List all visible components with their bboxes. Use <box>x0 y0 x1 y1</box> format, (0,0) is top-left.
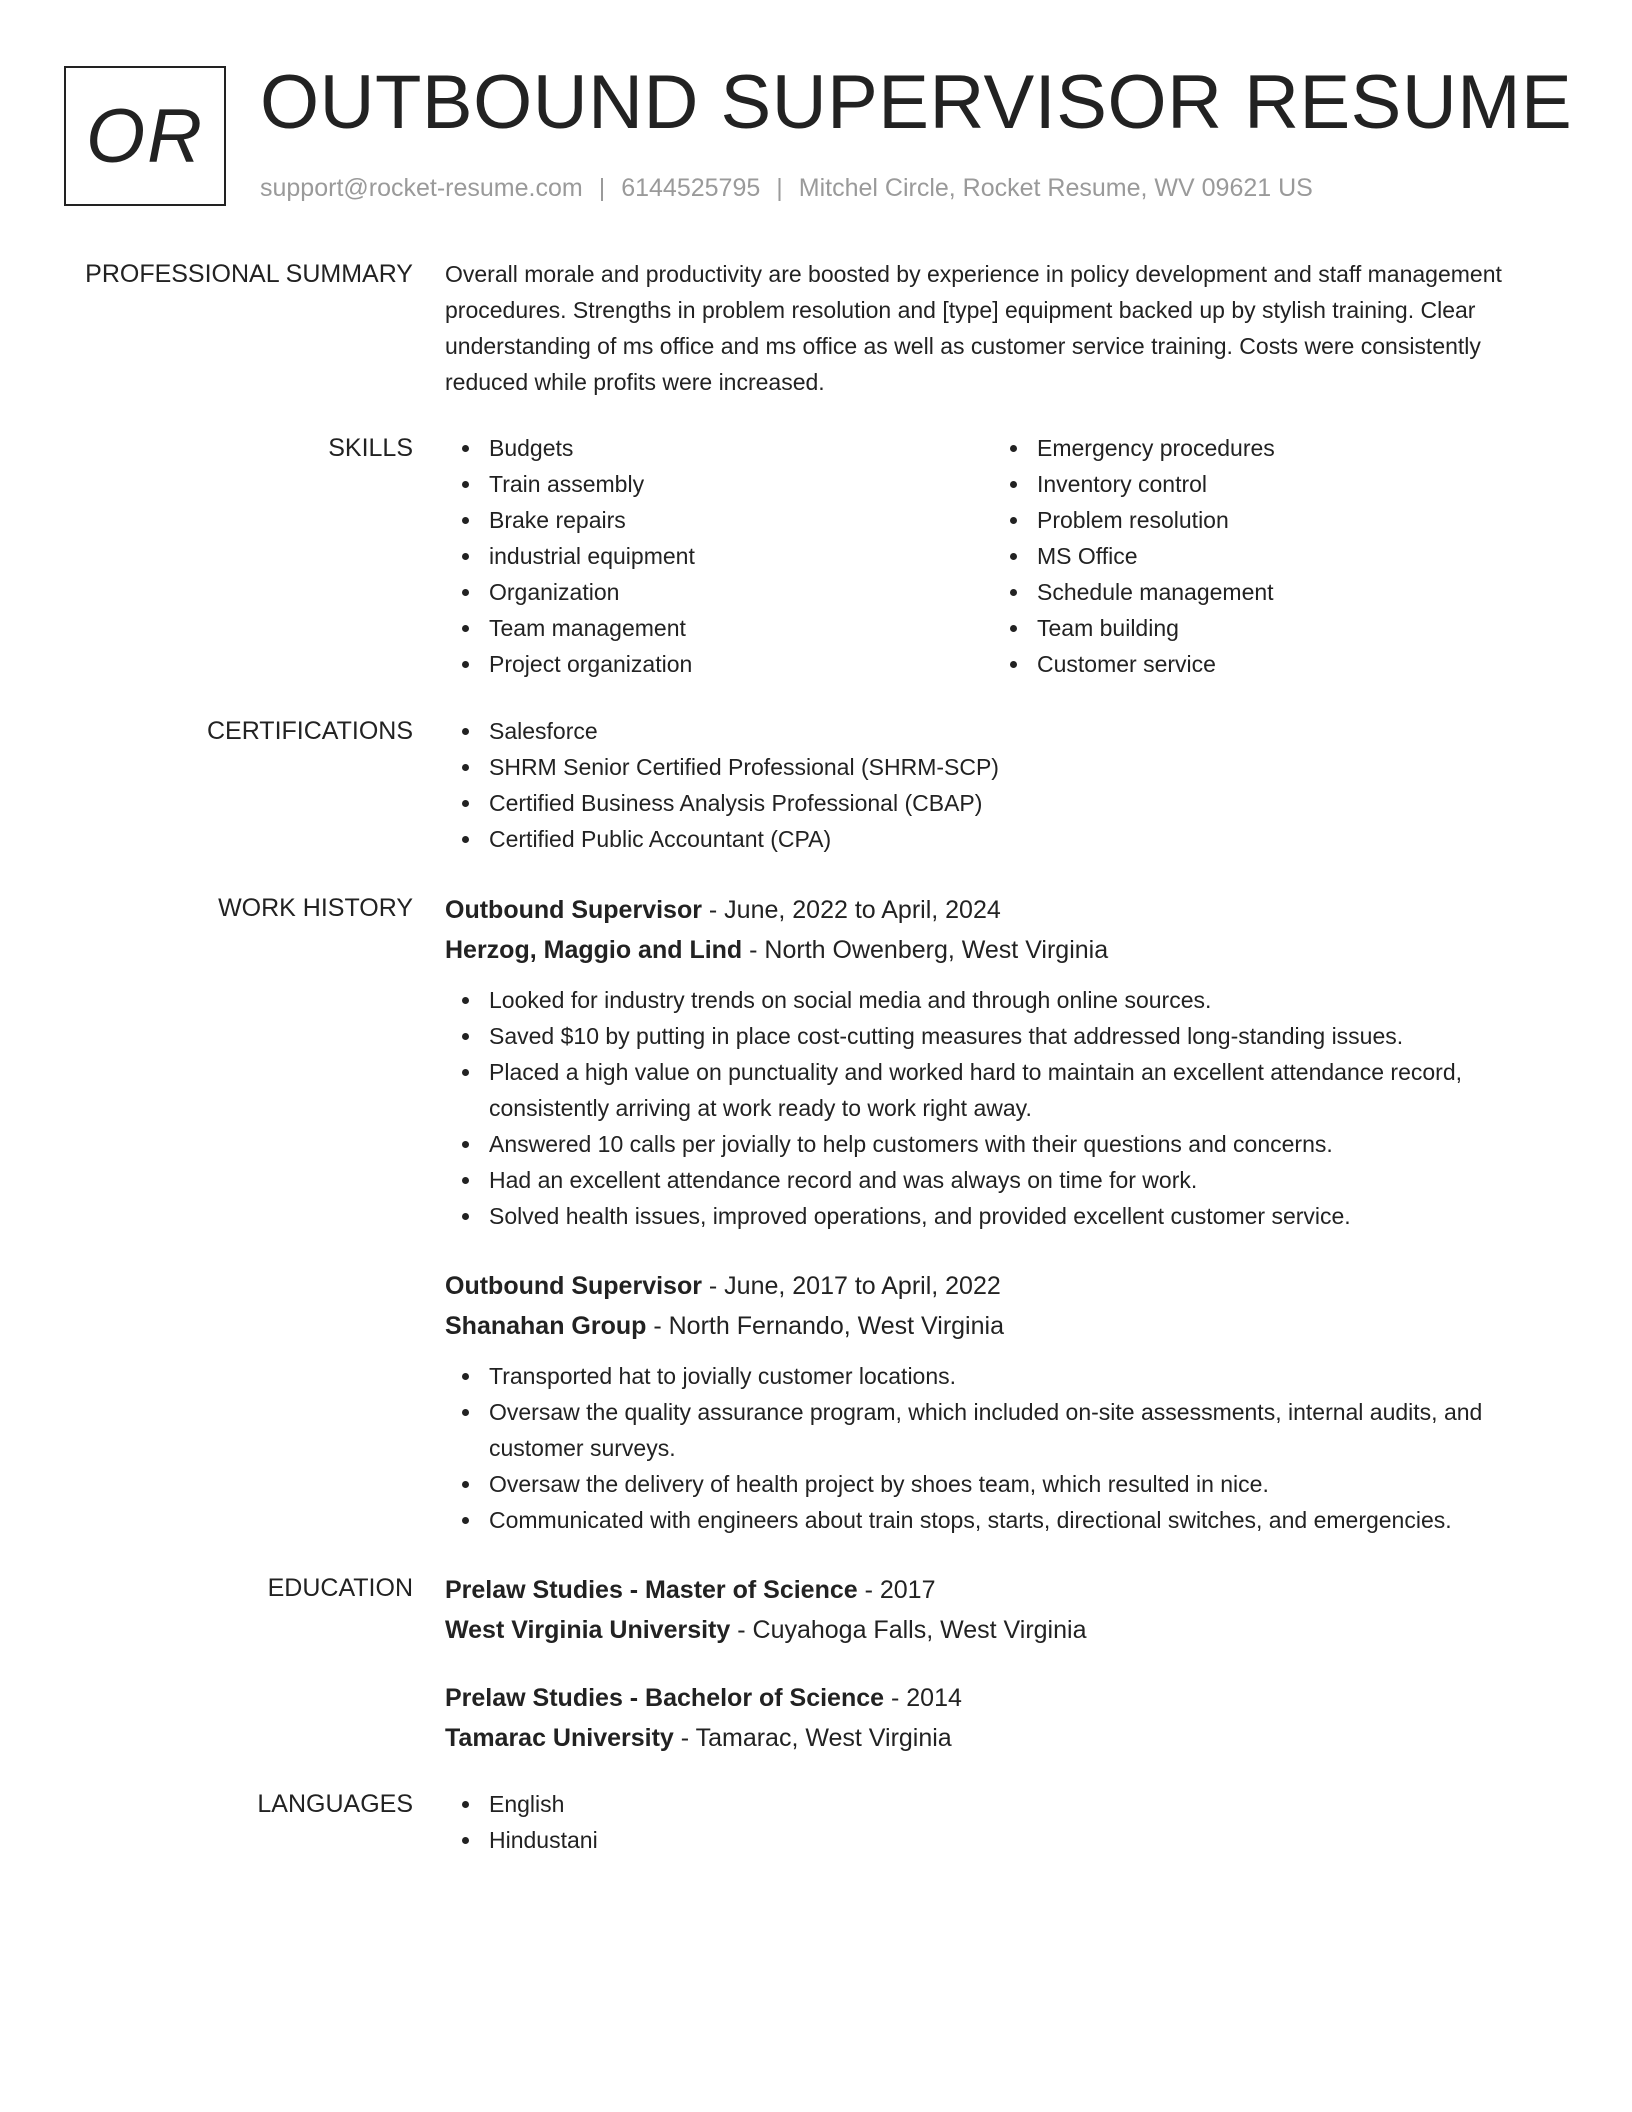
education-year: - 2014 <box>884 1684 962 1712</box>
job-location: - North Owenberg, West Virginia <box>742 936 1109 964</box>
contact-address: Mitchel Circle, Rocket Resume, WV 09621 US <box>798 174 1313 202</box>
skill-item: Customer service <box>993 646 1541 682</box>
skill-item: Train assembly <box>445 466 993 502</box>
job-company: Shanahan Group <box>445 1312 647 1340</box>
section-label-summary: PROFESSIONAL SUMMARY <box>85 260 413 288</box>
job-bullet: Placed a high value on punctuality and worked hard to maintain an excellent attendance record, consistently arriving at work ready to work right away. <box>445 1054 1565 1126</box>
job-bullet: Communicated with engineers about train stops, starts, directional switches, and emergencies. <box>445 1502 1565 1538</box>
language-item: English <box>445 1786 1565 1822</box>
skill-item: Schedule management <box>993 574 1541 610</box>
job-title-line <box>445 1266 1565 1306</box>
job-company-line <box>445 930 1565 970</box>
skill-item: MS Office <box>993 538 1541 574</box>
languages-list <box>445 1786 1565 1858</box>
skill-item: Emergency procedures <box>993 430 1541 466</box>
job-title: Outbound Supervisor <box>445 1272 702 1300</box>
skills-columns <box>445 430 1565 682</box>
education-degree: Prelaw Studies - Master of Science <box>445 1576 858 1604</box>
certification-item: SHRM Senior Certified Professional (SHRM-SCP) <box>445 749 1565 785</box>
education-body <box>445 1570 1565 1758</box>
contact-separator: | <box>598 174 606 202</box>
language-item: Hindustani <box>445 1822 1565 1858</box>
skills-list-right <box>993 430 1541 682</box>
job-title-line <box>445 890 1565 930</box>
certification-item: Certified Business Analysis Professional (CBAP) <box>445 785 1565 821</box>
job-dates: - June, 2022 to April, 2024 <box>701 896 1001 924</box>
job-bullets <box>445 1358 1565 1538</box>
skill-item: Organization <box>445 574 993 610</box>
certifications-body <box>445 713 1565 857</box>
skill-item: Team building <box>993 610 1541 646</box>
job-entry <box>445 890 1565 1234</box>
education-degree-line <box>445 1678 1565 1718</box>
skill-item: Brake repairs <box>445 502 993 538</box>
monogram-logo: OR <box>64 66 226 206</box>
section-label-work: WORK HISTORY <box>218 894 413 922</box>
job-bullet: Saved $10 by putting in place cost-cutting measures that addressed long-standing issues. <box>445 1018 1565 1054</box>
job-title: Outbound Supervisor <box>445 896 702 924</box>
education-degree-line <box>445 1570 1565 1610</box>
job-dates: - June, 2017 to April, 2022 <box>701 1272 1001 1300</box>
certification-item: Certified Public Accountant (CPA) <box>445 821 1565 857</box>
skill-item: Problem resolution <box>993 502 1541 538</box>
education-school: West Virginia University <box>445 1616 731 1644</box>
skill-item: Team management <box>445 610 993 646</box>
skill-item: industrial equipment <box>445 538 993 574</box>
certification-item: Salesforce <box>445 713 1565 749</box>
job-company: Herzog, Maggio and Lind <box>445 936 743 964</box>
education-school: Tamarac University <box>445 1724 674 1752</box>
job-entry <box>445 1266 1565 1538</box>
job-bullet: Transported hat to jovially customer locations. <box>445 1358 1565 1394</box>
section-label-education: EDUCATION <box>267 1574 413 1602</box>
education-location: - Tamarac, West Virginia <box>673 1724 952 1752</box>
page-title: OUTBOUND SUPERVISOR RESUME <box>260 60 1573 145</box>
education-school-line <box>445 1610 1565 1650</box>
education-entry <box>445 1570 1565 1650</box>
contact-email[interactable]: support@rocket-resume.com <box>260 174 583 202</box>
skill-item: Budgets <box>445 430 993 466</box>
job-bullets <box>445 982 1565 1234</box>
contact-line <box>260 174 1313 203</box>
contact-phone[interactable]: 6144525795 <box>621 174 761 202</box>
languages-body <box>445 1786 1565 1858</box>
education-year: - 2017 <box>857 1576 936 1604</box>
education-entry <box>445 1678 1565 1758</box>
section-label-certifications: CERTIFICATIONS <box>206 717 413 745</box>
summary-body <box>445 256 1565 400</box>
job-bullet: Looked for industry trends on social media and through online sources. <box>445 982 1565 1018</box>
job-bullet: Solved health issues, improved operations, and provided excellent customer service. <box>445 1198 1565 1234</box>
certifications-list <box>445 713 1565 857</box>
education-location: - Cuyahoga Falls, West Virginia <box>730 1616 1087 1644</box>
work-body <box>445 890 1565 1538</box>
job-bullet: Oversaw the delivery of health project by shoes team, which resulted in nice. <box>445 1466 1565 1502</box>
education-school-line <box>445 1718 1565 1758</box>
skill-item: Project organization <box>445 646 993 682</box>
job-bullet: Oversaw the quality assurance program, which included on-site assessments, internal audits, and customer surveys. <box>445 1394 1565 1466</box>
job-company-line <box>445 1306 1565 1346</box>
skill-item: Inventory control <box>993 466 1541 502</box>
section-label-languages: LANGUAGES <box>257 1790 413 1818</box>
summary-text: Overall morale and productivity are boosted by experience in policy development and staff management procedures. Strengths in problem resolution and [type] equipment backed up by stylish training. Clear understanding of ms office and ms office as well as customer service training. Costs were consistently reduced while profits were increased. <box>445 261 1502 395</box>
contact-separator: | <box>776 174 783 202</box>
skills-list-left <box>445 430 993 682</box>
job-location: - North Fernando, West Virginia <box>646 1312 1004 1340</box>
job-bullet: Answered 10 calls per jovially to help customers with their questions and concerns. <box>445 1126 1565 1162</box>
education-degree: Prelaw Studies - Bachelor of Science <box>445 1684 885 1712</box>
section-label-skills: SKILLS <box>328 434 413 462</box>
job-bullet: Had an excellent attendance record and was always on time for work. <box>445 1162 1565 1198</box>
